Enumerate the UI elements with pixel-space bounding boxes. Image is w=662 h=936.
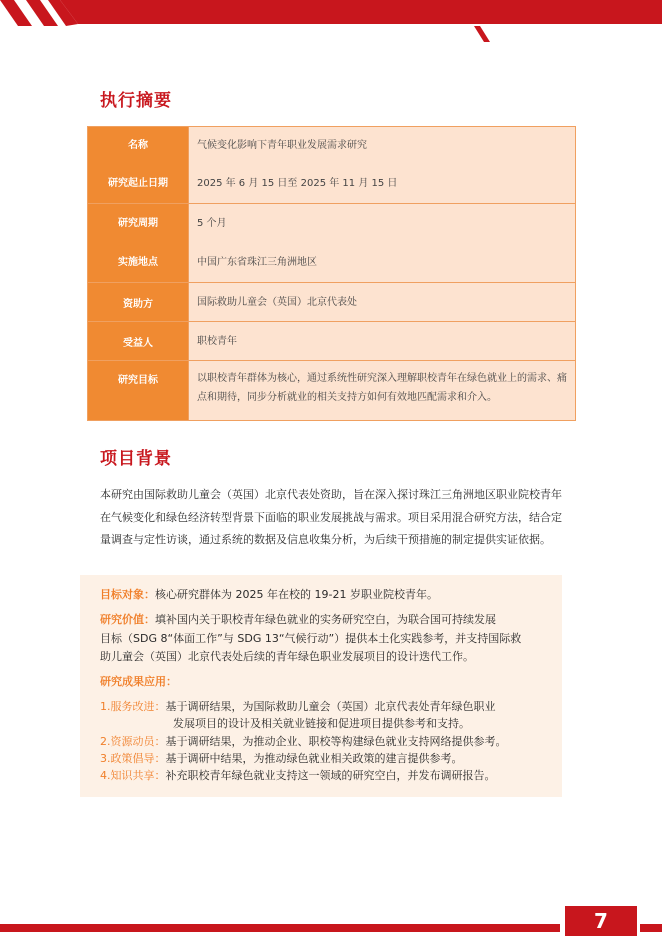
background-paragraph: 本研究由国际救助儿童会（英国）北京代表处资助，旨在深入探讨珠江三角洲地区职业院校青年在气候变化和绿色经济转型背景下面临的职业发展挑战与需求。项目采用混合研究方法，结合定量调查与定性访谈，通过系统的数据及信息收集分析，为后续干预措施的制定提供实证依据。 (100, 488, 562, 546)
value-dates: 2025 年 6 月 15 日至 2025 年 11 月 15 日 (197, 178, 398, 189)
row-value (189, 127, 576, 204)
target-label: 目标对象： (100, 588, 155, 601)
row-label (88, 127, 189, 204)
value-name: 气候变化影响下青年职业发展需求研究 (197, 140, 367, 151)
label-beneficiary: 受益人 (88, 322, 189, 361)
row-label (88, 204, 189, 283)
label-location: 实施地点 (118, 257, 158, 268)
list-item (100, 733, 507, 750)
value-label: 研究价值： (100, 613, 155, 626)
table-row (88, 361, 576, 421)
label-name: 名称 (128, 140, 148, 151)
application-label-1: 1.服务改进： (100, 700, 166, 713)
value-line-1 (100, 611, 496, 628)
summary-title: 执行摘要 (100, 91, 172, 111)
application-text-3: 基于调研中结果，为推动绿色就业相关政策的建言提供参考。 (165, 752, 463, 765)
label-dates: 研究起止日期 (108, 178, 168, 189)
bottom-bar (0, 924, 662, 936)
application-label-4: 4.知识共享： (100, 769, 166, 782)
application-label-2: 2.资源动员： (100, 735, 166, 748)
value-beneficiary: 职校青年 (189, 322, 576, 361)
top-banner (0, 0, 662, 42)
value-text-1: 填补国内关于职校青年绿色就业的实务研究空白，为联合国可持续发展 (155, 613, 496, 626)
row-value (189, 204, 576, 283)
application-text-2: 基于调研结果，为推动企业、职校等构建绿色就业支持网络提供参考。 (165, 735, 507, 748)
application-label: 研究成果应用： (100, 675, 177, 688)
value-period: 5 个月 (197, 218, 227, 229)
target-text: 核心研究群体为 2025 年在校的 19-21 岁职业院校青年。 (155, 588, 438, 601)
application-continuation-1: 发展项目的设计及相关就业链接和促进项目提供参考和支持。 (173, 717, 470, 730)
value-funder: 国际救助儿童会（英国）北京代表处 (189, 283, 576, 322)
label-funder: 资助方 (88, 283, 189, 322)
value-location: 中国广东省珠江三角洲地区 (197, 257, 317, 268)
application-text-1: 基于调研结果，为国际救助儿童会（英国）北京代表处青年绿色职业 (165, 700, 496, 713)
application-label-3: 3.政策倡导： (100, 752, 166, 765)
list-item (100, 698, 496, 715)
list-item (100, 750, 463, 767)
info-box (80, 575, 562, 797)
table-row (88, 283, 576, 322)
application-text-4: 补充职校青年绿色就业支持这一领域的研究空白，并发布调研报告。 (165, 769, 496, 782)
value-line-2: 目标（SDG 8“体面工作”与 SDG 13“气候行动”）提供本土化实践参考，并支持国际救 (100, 632, 522, 645)
table-row (88, 127, 576, 204)
value-line-3: 助儿童会（英国）北京代表处后续的青年绿色职业发展项目的设计迭代工作。 (100, 650, 474, 663)
summary-table (87, 126, 576, 421)
label-period: 研究周期 (118, 218, 158, 229)
table-row (88, 204, 576, 283)
background-title: 项目背景 (100, 449, 172, 469)
target-line (100, 586, 438, 603)
label-objective: 研究目标 (88, 361, 189, 421)
table-row (88, 322, 576, 361)
page-number: 7 (565, 906, 637, 936)
list-item (100, 767, 496, 784)
value-objective: 以职校青年群体为核心，通过系统性研究深入理解职校青年在绿色就业上的需求、痛点和期待，同步分析就业的相关支持方如何有效地匹配需求和介入。 (189, 361, 576, 421)
